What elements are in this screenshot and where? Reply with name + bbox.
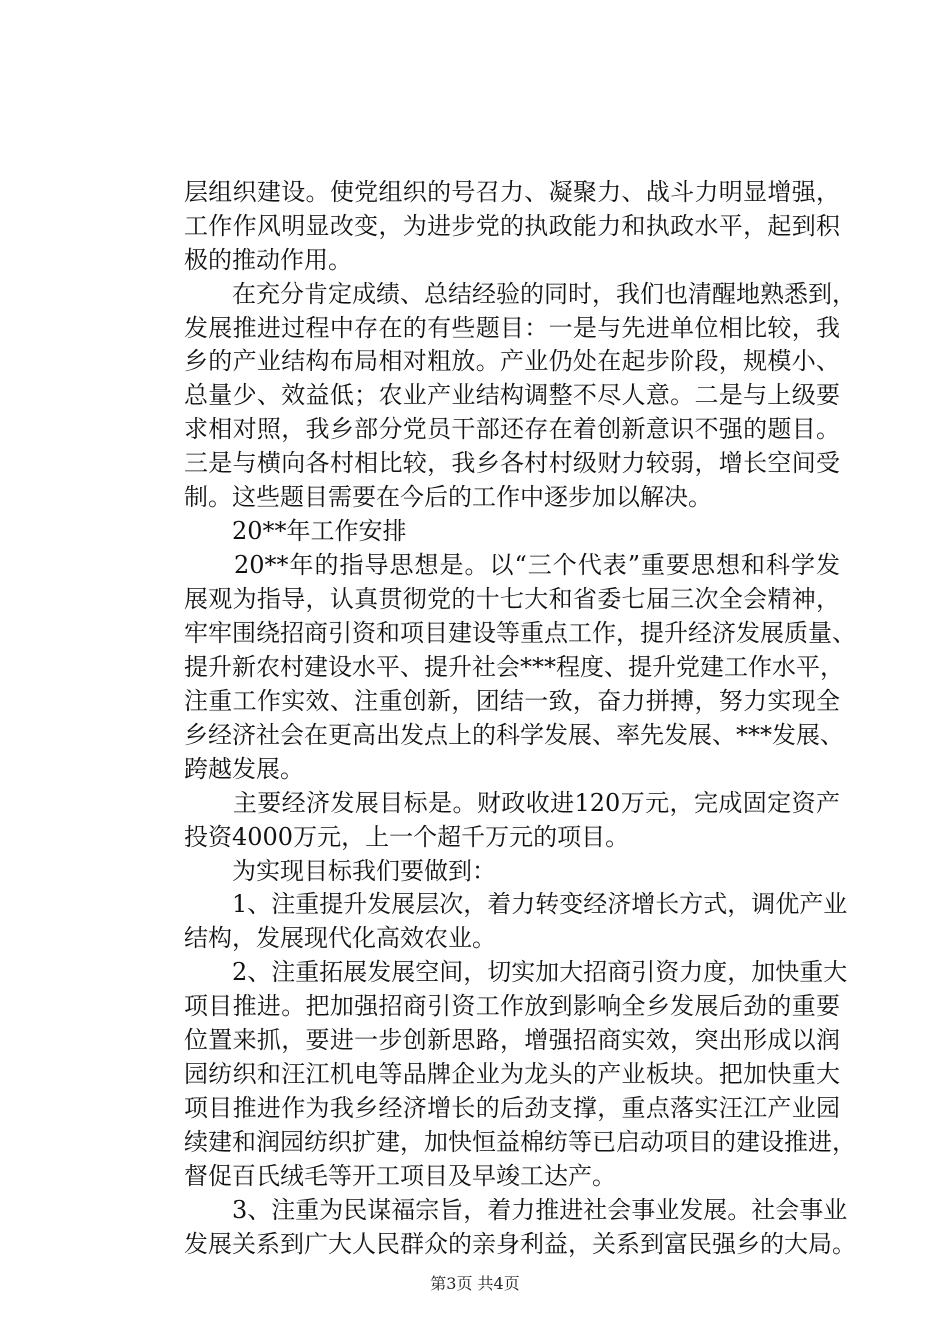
text-line: 主要经济发展目标是。财政收进120万元，完成固定资产 (184, 789, 840, 817)
text-line: 极的推动作用。 (184, 246, 352, 274)
text-line: 续建和润园纺织扩建，加快恒益棉纺等已启动项目的建设推进， (184, 1128, 856, 1156)
text-line: 在充分肯定成绩、总结经验的同时，我们也清醒地熟悉到， (184, 280, 856, 308)
text-line: 层组织建设。使党组织的号召力、凝聚力、战斗力明显增强， (184, 178, 840, 206)
page-number-footer: 第3页 共4页 (430, 1274, 520, 1293)
text-line: 为实现目标我们要做到： (184, 857, 496, 885)
text-line: 乡的产业结构布局相对粗放。产业仍处在起步阶段，规模小、 (184, 347, 840, 375)
text-line: 2、注重拓展发展空间，切实加大招商引资力度，加快重大 (184, 958, 848, 986)
text-line: 发展关系到广大人民群众的亲身利益，关系到富民强乡的大局。 (184, 1230, 856, 1258)
text-line: 发展推进过程中存在的有些题目：一是与先进单位相比较，我 (184, 314, 840, 342)
text-line: 20**年的指导思想是。以“三个代表”重要思想和科学发 (184, 551, 840, 579)
text-line: 督促百氏绒毛等开工项目及早竣工达产。 (184, 1162, 616, 1190)
text-line: 总量少、效益低；农业产业结构调整不尽人意。二是与上级要 (184, 381, 840, 409)
text-line: 注重工作实效、注重创新，团结一致，奋力拼搏，努力实现全 (184, 687, 840, 715)
text-line: 项目推进。把加强招商引资工作放到影响全乡发展后劲的重要 (184, 992, 840, 1020)
text-line: 项目推进作为我乡经济增长的后劲支撑，重点落实汪江产业园 (184, 1094, 840, 1122)
text-line: 三是与横向各村相比较，我乡各村村级财力较弱，增长空间受 (184, 449, 840, 477)
section-heading: 20**年工作安排 (184, 517, 407, 545)
text-line: 制。这些题目需要在今后的工作中逐步加以解决。 (184, 483, 712, 511)
text-line: 牢牢围绕招商引资和项目建设等重点工作，提升经济发展质量、 (184, 619, 856, 647)
text-line: 工作作风明显改变，为进步党的执政能力和执政水平，起到积 (184, 212, 840, 240)
text-line: 求相对照，我乡部分党员干部还存在着创新意识不强的题目。 (184, 415, 840, 443)
text-line: 园纺织和汪江机电等品牌企业为龙头的产业板块。把加快重大 (184, 1060, 840, 1088)
text-line: 1、注重提升发展层次，着力转变经济增长方式，调优产业 (184, 890, 848, 918)
text-line: 结构，发展现代化高效农业。 (184, 924, 496, 952)
text-line: 跨越发展。 (184, 755, 304, 783)
text-line: 乡经济社会在更高出发点上的科学发展、率先发展、***发展、 (184, 721, 844, 749)
text-line: 3、注重为民谋福宗旨，着力推进社会事业发展。社会事业 (184, 1196, 848, 1224)
text-line: 展观为指导，认真贯彻党的十七大和省委七届三次全会精神， (184, 585, 840, 613)
text-line: 位置来抓，要进一步创新思路，增强招商实效，突出形成以润 (184, 1026, 840, 1054)
text-line: 投资4000万元，上一个超千万元的项目。 (184, 823, 630, 851)
text-line: 提升新农村建设水平、提升社会***程度、提升党建工作水平， (184, 653, 844, 681)
